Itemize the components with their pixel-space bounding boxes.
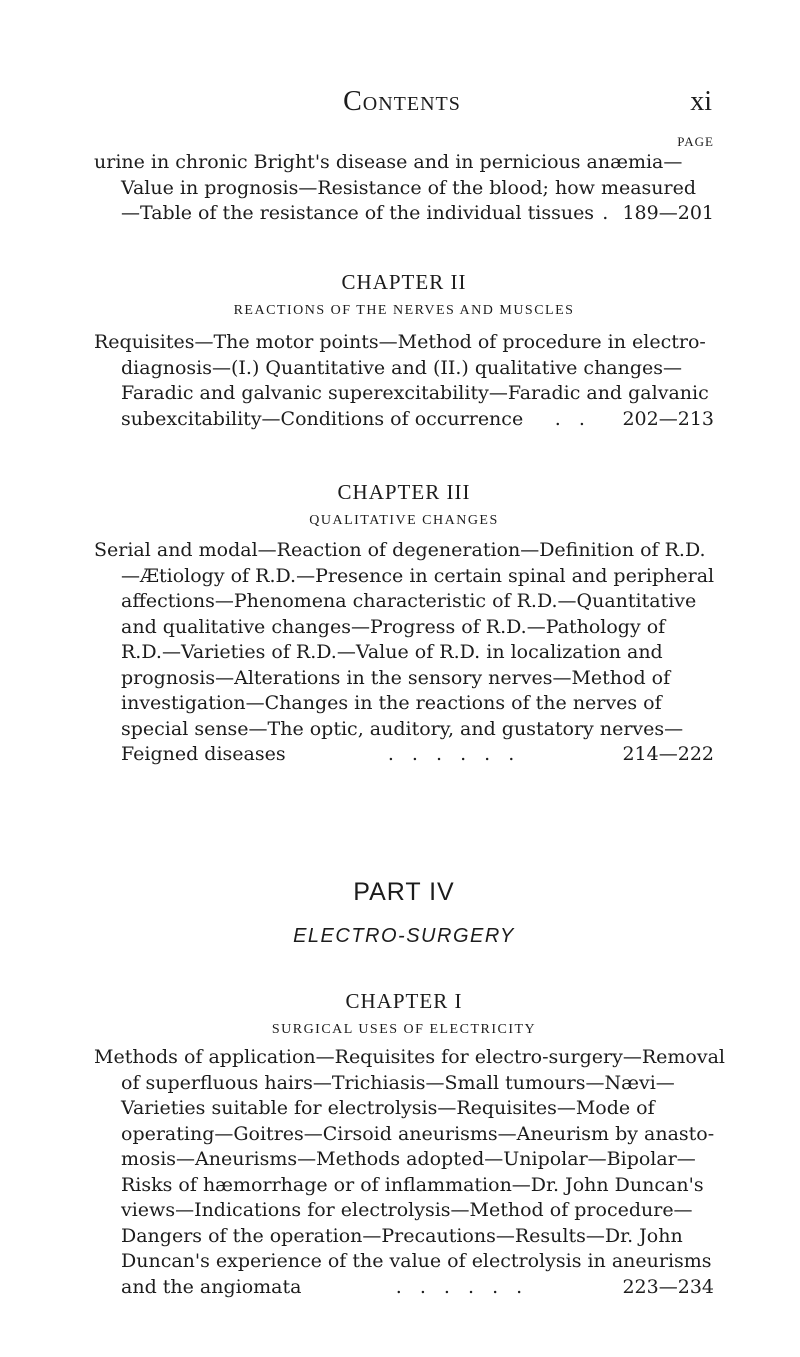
chapter-subtitle: SURGICAL USES OF ELECTRICITY — [271, 1022, 537, 1037]
page-column-label: PAGE — [677, 134, 714, 149]
part-subtitle: ELECTRO-SURGERY — [293, 925, 515, 947]
entry-last-line — [94, 407, 714, 433]
chapter-subtitle: REACTIONS OF THE NERVES AND MUSCLES — [233, 303, 575, 318]
entry-line: Faradic and galvanic superexcitability—Faradic and galvanic — [121, 382, 709, 404]
entry-line: affections—Phenomena characteristic of R.D.—Quantitative — [121, 590, 697, 612]
entry-line: of superfluous hairs—Trichiasis—Small tumours—Nævi— — [121, 1071, 675, 1094]
entry-last-line — [94, 1275, 714, 1301]
page-range: 202—213 — [622, 407, 714, 430]
chapter-heading: CHAPTER I — [345, 989, 463, 1013]
entry-line: views—Indications for electrolysis—Method of procedure— — [121, 1199, 693, 1221]
dot-leader: . — [602, 202, 615, 224]
entry-last-line — [94, 742, 714, 768]
toc-entry-chapter-ii — [94, 330, 714, 432]
entry-line: investigation—Changes in the reactions of the nerves of — [121, 692, 662, 714]
page-range: 214—222 — [622, 743, 714, 765]
entry-line: —Table of the resistance of the individual tissues — [121, 202, 595, 224]
entry-line: diagnosis—(I.) Quantitative and (II.) qualitative changes— — [121, 356, 683, 379]
entry-line: Risks of hæmorrhage or of inflammation—Dr. John Duncan's — [121, 1173, 704, 1196]
page-range: 223—234 — [622, 1275, 714, 1298]
part-heading: PART IV — [353, 878, 455, 906]
entry-line: —Ætiology of R.D.—Presence in certain spinal and peripheral — [121, 564, 715, 587]
entry-line: special sense—The optic, auditory, and gustatory nerves— — [121, 717, 684, 740]
entry-line: and qualitative changes—Progress of R.D.—Pathology of — [121, 615, 666, 638]
dot-leader: . . . . . . — [395, 1275, 529, 1298]
entry-line: operating—Goitres—Cirsoid aneurisms—Aneurism by anasto- — [121, 1122, 715, 1145]
page-number: xi — [690, 86, 712, 117]
entry-last-line — [94, 201, 714, 227]
chapter-heading: CHAPTER III — [337, 480, 471, 504]
entry-line: Requisites—The motor points—Method of procedure in electro- — [94, 331, 706, 353]
entry-line: mosis—Aneurisms—Methods adopted—Unipolar—Bipolar— — [121, 1148, 696, 1170]
entry-line: Methods of application—Requisites for electro-surgery—Removal — [94, 1046, 725, 1068]
running-head — [92, 86, 712, 126]
entry-line: Serial and modal—Reaction of degeneration—Definition of R.D. — [94, 539, 706, 561]
page-range: 189—201 — [622, 202, 714, 224]
chapter-subtitle: QUALITATIVE CHANGES — [309, 513, 499, 528]
entry-line: subexcitability—Conditions of occurrence — [121, 407, 524, 430]
entry-line: Duncan's experience of the value of electrolysis in aneurisms — [121, 1250, 712, 1272]
entry-line: Value in prognosis—Resistance of the blood; how measured — [121, 176, 697, 199]
dot-leader: . . — [554, 407, 591, 430]
entry-line: Dangers of the operation—Precautions—Results—Dr. John — [121, 1224, 683, 1247]
running-title: Contents — [343, 86, 461, 117]
entry-line: urine in chronic Bright's disease and in pernicious anæmia— — [94, 151, 683, 173]
entry-line: prognosis—Alterations in the sensory nerves—Method of — [121, 666, 671, 689]
entry-line: Feigned diseases — [121, 743, 286, 765]
dot-leader: . . . . . . — [387, 743, 521, 765]
entry-line: R.D.—Varieties of R.D.—Value of R.D. in localization and — [121, 641, 663, 663]
toc-entry-continuation — [94, 150, 714, 227]
toc-entry-chapter-i — [94, 1045, 725, 1300]
chapter-heading: CHAPTER II — [341, 270, 467, 294]
entry-line: and the angiomata — [121, 1275, 302, 1298]
entry-line: Varieties suitable for electrolysis—Requisites—Mode of — [121, 1097, 655, 1119]
toc-entry-chapter-iii — [94, 538, 714, 768]
